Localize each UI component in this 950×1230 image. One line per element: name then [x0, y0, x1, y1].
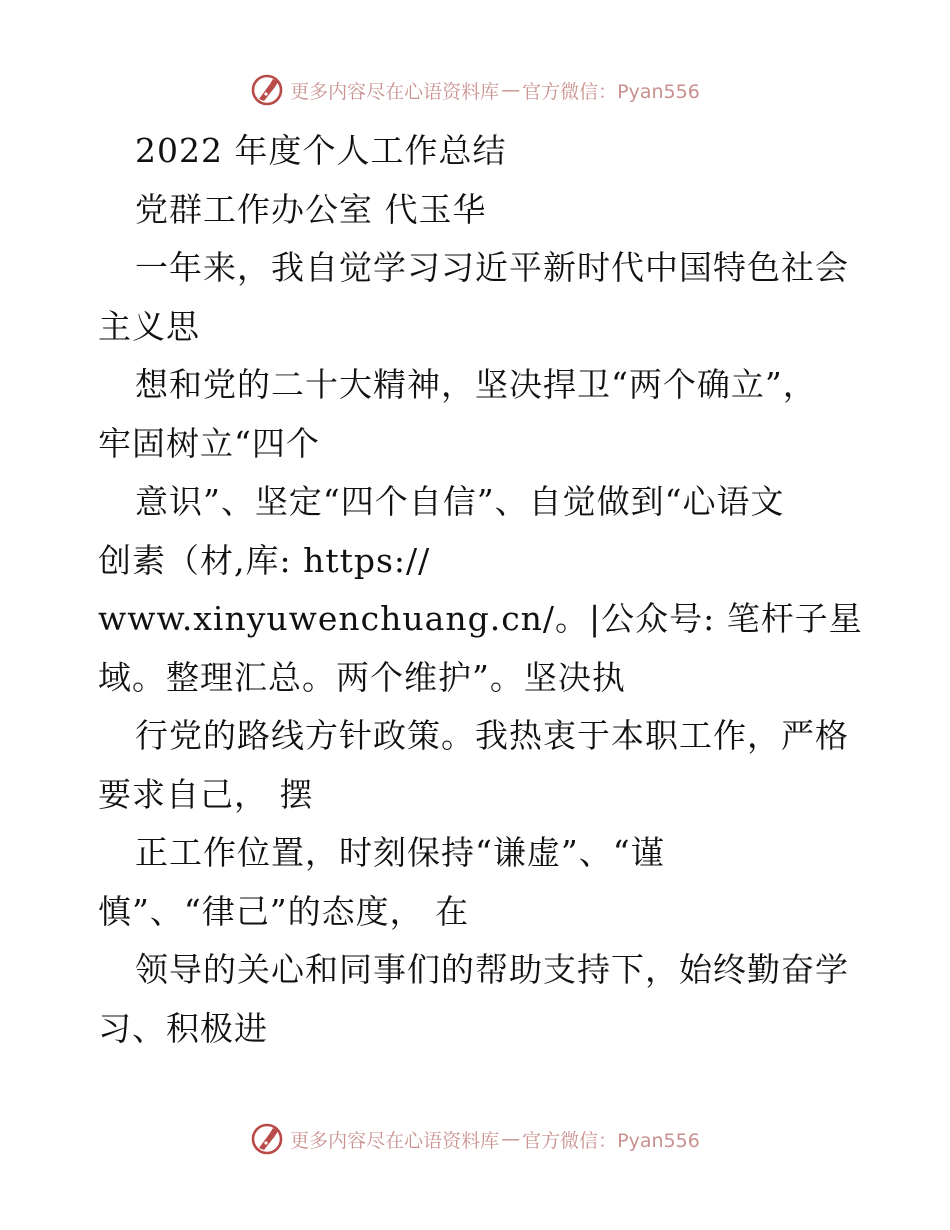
watermark-text: 更多内容尽在心语资料库 — [290, 80, 500, 103]
text-line: 一年来，我自觉学习习近平新时代中国特色社会 — [135, 248, 849, 287]
watermark-wechat: 官方微信：Pyan556 — [522, 1129, 700, 1152]
watermark-banner-bottom — [0, 1119, 950, 1159]
document-body — [98, 122, 868, 1058]
document-title: 2022 年度个人工作总结 — [135, 131, 507, 170]
text-line: 牢固树立“四个 — [98, 423, 320, 463]
text-line: 域。整理汇总。两个维护”。坚决执 — [98, 657, 626, 697]
text-line: 意识”、坚定“四个自信”、自觉做到“心语文 — [135, 482, 785, 521]
watermark-text: 更多内容尽在心语资料库 — [290, 1129, 500, 1152]
text-line: 行党的路线方针政策。我热衷于本职工作，严格 — [135, 716, 849, 755]
text-line: www.xinyuwenchuang.cn/。|公众号: 笔杆子星 — [98, 599, 863, 638]
watermark-separator: — — [501, 79, 521, 101]
text-line: 习、积极进 — [98, 1008, 268, 1048]
pen-nib-circle-icon — [250, 73, 284, 107]
pen-nib-circle-icon — [250, 1122, 284, 1156]
text-line: 创素（材,库: https:// — [98, 540, 431, 580]
text-line: 正工作位置，时刻保持“谦虚”、“谨 — [135, 833, 665, 872]
document-author: 党群工作办公室 代玉华 — [135, 189, 487, 229]
text-line: 主义思 — [98, 306, 200, 346]
text-line: 慎”、“律己”的态度， 在 — [98, 891, 470, 931]
text-line: 想和党的二十大精神，坚决捍卫“两个确立”， — [135, 365, 817, 404]
watermark-banner-top — [0, 70, 950, 110]
watermark-separator: — — [501, 1128, 521, 1150]
watermark-wechat: 官方微信：Pyan556 — [522, 80, 700, 103]
text-line: 要求自己， 摆 — [98, 774, 314, 814]
text-line: 领导的关心和同事们的帮助支持下，始终勤奋学 — [135, 950, 849, 989]
